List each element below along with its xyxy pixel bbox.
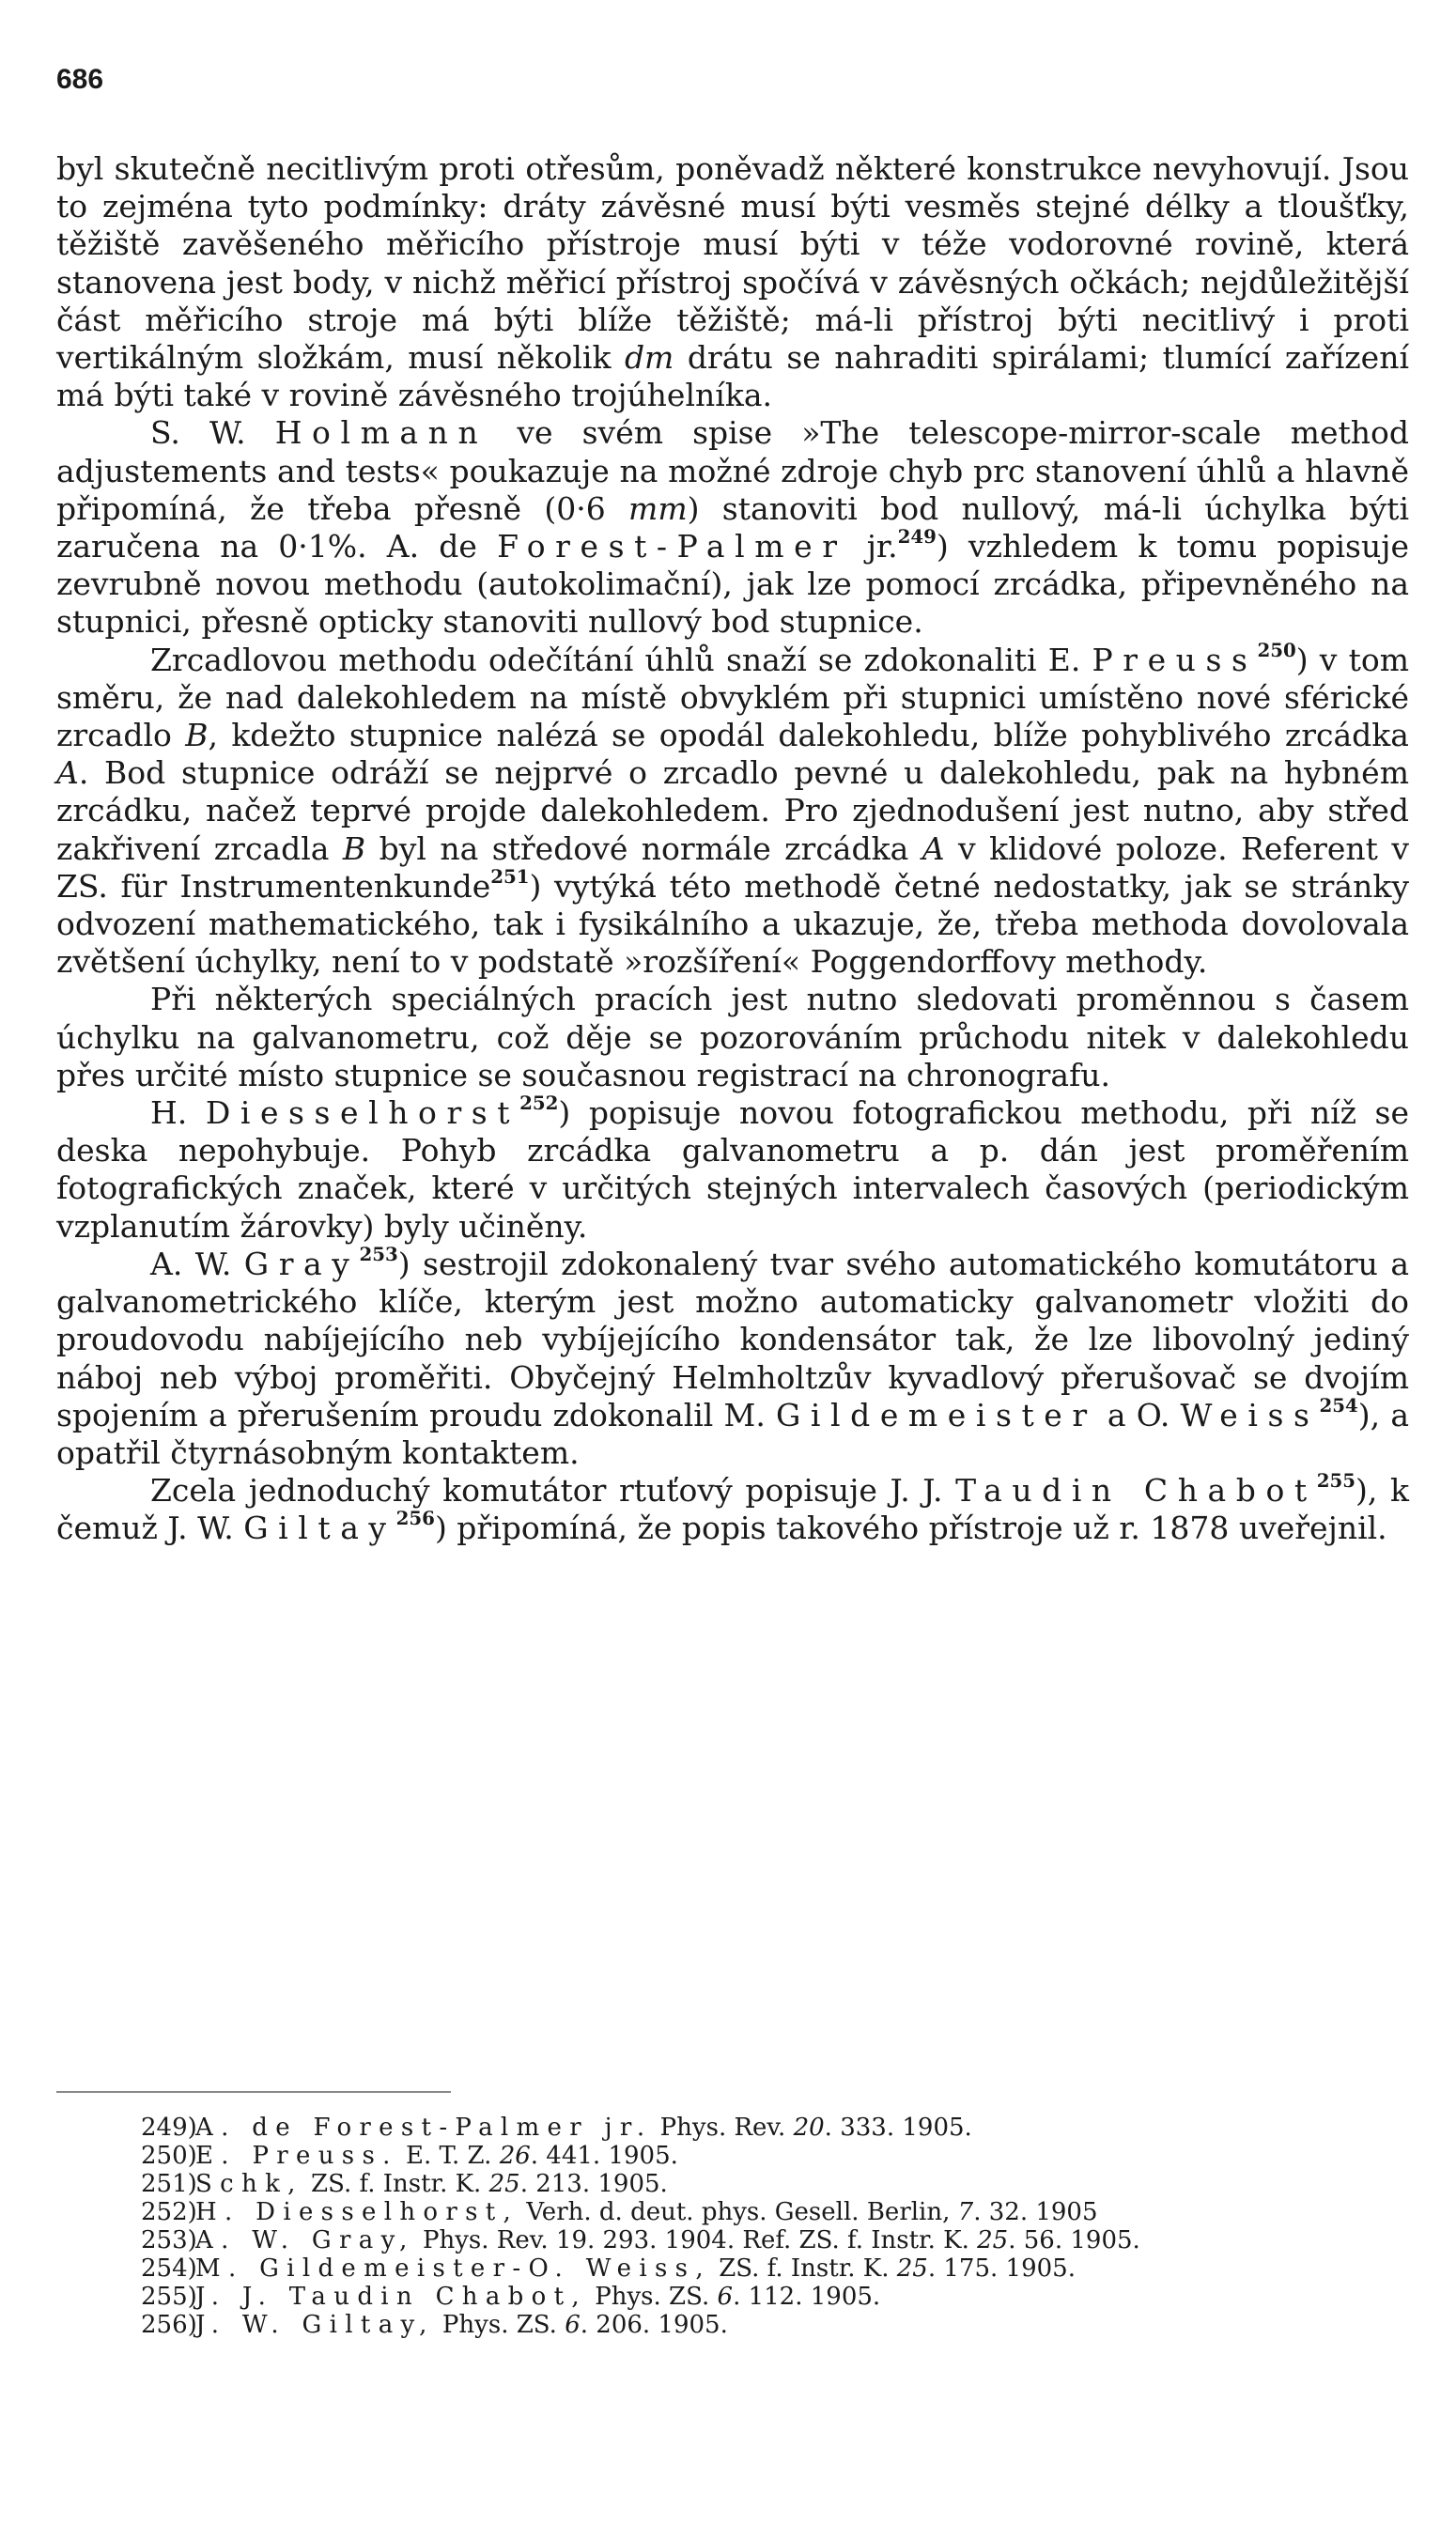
footnote-ref: 255 [1316, 1469, 1356, 1493]
body-text [56, 150, 1409, 1548]
paragraph-4: Při některých speciálných pracích jest nutno sledovati proměnnou s časem úchylku na galvanometru, což děje se pozorováním průchodu nitek v dalekohledu přes určité místo stupnice se současnou registrací na chronografu. [56, 981, 1409, 1093]
footnote-ref: 252 [519, 1092, 559, 1115]
paragraph-2: S. W. Holmann ve svém spise »The telescope-mirror-scale method adjustements and tests« poukazuje na možné zdroje chyb prc stanovení úhlů a hlavně připomíná, že třeba přesně (0·6 mm) stanoviti bod nullový, má-li úchylka býti zaručena na 0·1%. A. de Forest-Palmer jr.$^{249}$) vzhledem k tomu popisuje zevrubně novou methodu (autokolimační), jak lze pomocí zrcádka, připevněného na stupnici, přesně opticky stanoviti nullový bod stupnice. [56, 414, 1409, 641]
footnote-ref: 249 [897, 525, 937, 549]
footnote-ref: 253 [359, 1243, 398, 1266]
footnote: 251)Schk, ZS. f. Instr. K. 25. 213. 1905. [141, 2170, 668, 2198]
page-number: 686 [56, 64, 104, 95]
footnote: 255)J. J. Taudin Chabot, Phys. ZS. 6. 112. 1905. [141, 2283, 881, 2311]
paragraph-5: H. Diesselhorst$^{252}$) popisuje novou fotografickou methodu, při níž se deska nepohybuje. Pohyb zrcádka galvanometru a p. dán jest proměřením fotografických značek, které v určitých stejných intervalech časových (periodickým vzplanutím žárovky) byly učiněny. [56, 1092, 1409, 1245]
footnote-ref: 251 [490, 865, 530, 889]
footnote: 254)M. Gildemeister-O. Weiss, ZS. f. Instr. K. 25. 175. 1905. [141, 2254, 1076, 2283]
footnote: 249)A. de Forest-Palmer jr. Phys. Rev. 20. 333. 1905. [141, 2114, 972, 2142]
footnote-divider [56, 2091, 451, 2093]
paragraph-1: byl skutečně necitlivým proti otřesům, poněvadž některé konstrukce nevyhovují. Jsou to zejména tyto podmínky: dráty závěsné musí býti vesměs stejné délky a tloušťky, těžiště zavěšeného měřicího přístroje musí býti v téže vodorovné rovině, která stanovena jest body, v nichž měřicí přístroj spočívá v závěsných očkách; nejdůležitější část měřicího stroje má býti blíže těžiště; má-li přístroj býti necitlivý i proti vertikálným složkám, musí několik dm drátu se nahraditi spirálami; tlumící zařízení má býti také v rovině závěsného trojúhelníka. [56, 150, 1410, 414]
footnote: 252)H. Diesselhorst, Verh. d. deut. phys. Gesell. Berlin, 7. 32. 1905 [141, 2198, 1098, 2226]
paragraph-3: Zrcadlovou methodu odečítání úhlů snaží se zdokonaliti E. Preuss$^{250}$) v tom směru, že nad dalekohledem na místě obvyklém při stupnici umístěno nové sférické zrcadlo B, kdežto stupnice nalézá se opodál dalekohledu, blíže pohyblivého zrcádka A. Bod stupnice odráží se nejprvé o zrcadlo pevné u dalekohledu, pak na hybném zrcádku, načež teprvé projde dalekohledem. Pro zjednodušení jest nutno, aby střed zakřivení zrcadla B byl na středové normále zrcádka A v klidové poloze. Referent v ZS. für Instrumentenkunde$^{251}$) vytýká této methodě četné nedostatky, jak se stránky odvození mathematického, tak i fysikálního a ukazuje, že, třeba methoda dovolovala zvětšení úchylky, není to v podstatě »rozšíření« Poggendorffovy methody. [56, 638, 1410, 981]
footnote-ref: 250 [1257, 638, 1296, 661]
footnote: 250)E. Preuss. E. T. Z. 26. 441. 1905. [141, 2142, 678, 2170]
footnote: 253)A. W. Gray, Phys. Rev. 19. 293. 1904. Ref. ZS. f. Instr. K. 25. 56. 1905. [141, 2226, 1140, 2254]
footnotes [141, 2114, 1400, 2339]
footnote-ref: 254 [1319, 1393, 1358, 1417]
paragraph-6: A. W. Gray$^{253}$) sestrojil zdokonalený tvar svého automatického komutátoru a galvanometrického klíče, kterým jest možno automaticky galvanometr vložiti do proudovodu nabíjejícího neb vybíjejícího kondensátor tak, že lze libovolný jediný náboj neb výboj proměřiti. Obyčejný Helmholtzův kyvadlový přerušovač se dvojím spojením a přerušením proudu zdokonalil M. Gildemeister a O. Weiss$^{254}$), a opatřil čtyrnásobným kontaktem. [56, 1243, 1409, 1471]
paragraph-7: Zcela jednoduchý komutátor rtuťový popisuje J. J. Taudin Chabot$^{255}$), k čemuž J. W. Giltay$^{256}$) připomíná, že popis takového přístroje už r. 1878 uveřejnil. [56, 1469, 1409, 1547]
footnote: 256)J. W. Giltay, Phys. ZS. 6. 206. 1905. [141, 2311, 728, 2339]
footnote-ref: 256 [395, 1507, 435, 1530]
